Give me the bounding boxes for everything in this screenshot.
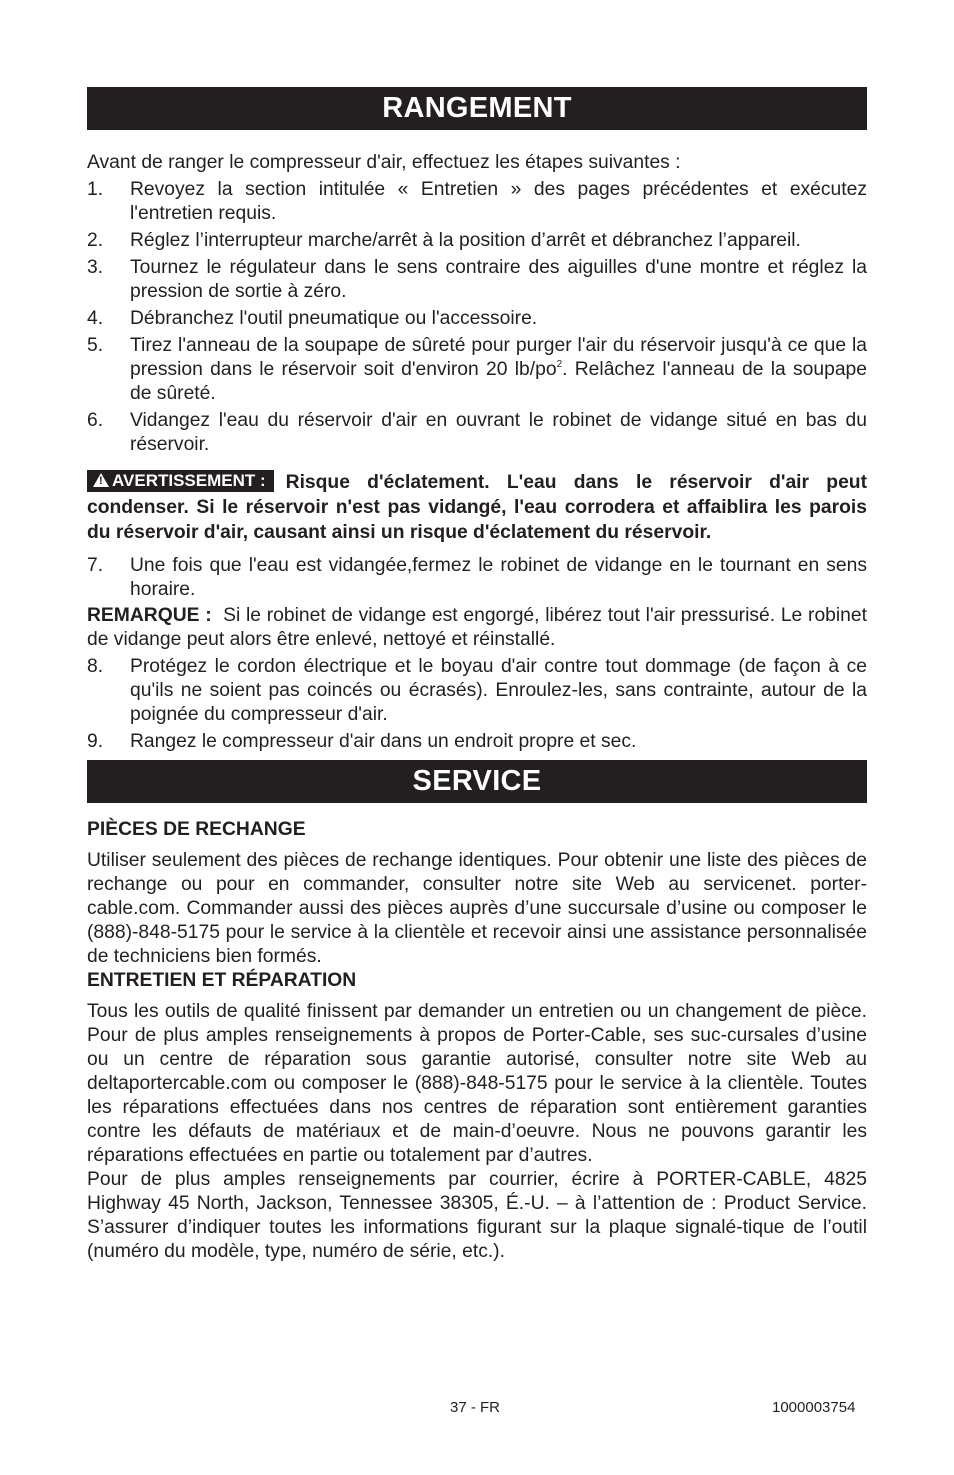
list-item — [87, 307, 867, 331]
step-text: Revoyez la section intitulée « Entretien » des pages précédentes et exécutez l'entretien requis. — [130, 179, 867, 224]
note-paragraph — [87, 604, 867, 652]
warning-label: AVERTISSEMENT : — [112, 471, 266, 490]
page-number: 37 - FR — [450, 1399, 501, 1416]
step-number: 5. — [87, 335, 104, 356]
step-text: Rangez le compresseur d'air dans un endroit propre et sec. — [130, 731, 637, 752]
parts-text: Utiliser seulement des pièces de rechange identiques. Pour obtenir une liste des pièces de rechange ou pour en commander, consulter notre site Web au servicenet. porter-cable.com. Commander aussi des pièces auprès d’une succursale d’usine ou composer le (888)-848-5175 pour le service à la clientèle et recevoir ainsi une assistance personnalisée de techniciens bien formés. — [87, 850, 867, 967]
page-content — [87, 87, 867, 1264]
rangement-steps-list-2 — [87, 554, 867, 602]
step-number: 1. — [87, 179, 104, 200]
warning-triangle-icon — [93, 473, 109, 487]
step-text: Tournez le régulateur dans le sens contraire des aiguilles d'une montre et réglez la pression de sortie à zéro. — [130, 257, 867, 302]
step-number: 4. — [87, 308, 104, 329]
step-text: Débranchez l'outil pneumatique ou l'accessoire. — [130, 308, 538, 329]
list-item — [87, 229, 867, 253]
list-item — [87, 334, 867, 406]
note-text: Si le robinet de vidange est engorgé, libérez tout l'air pressurisé. Le robinet de vidange peut alors être enlevé, nettoyé et réinstallé. — [87, 605, 867, 650]
step-number: 8. — [87, 656, 104, 677]
repair-text-1: Tous les outils de qualité finissent par demander un entretien ou un changement de pièce. Pour de plus amples renseignements à propos de Porter-Cable, ses suc-cursales d’usine ou un centre de réparation sous garantie autorisé, consulter notre site Web au deltaportercable.com ou composer le (888)-848-5175 pour le service à la clientèle. Toutes les réparations effectuées dans nos centres de réparation sont entièrement garanties contre les défauts de matériaux et de main-d’oeuvre. Nous ne pouvons garantir les réparations effectuées en partie ou totalement par d’autres. — [87, 1001, 867, 1166]
repair-text-2: Pour de plus amples renseignements par courrier, écrire à PORTER-CABLE, 4825 Highway 45 North, Jackson, Tennessee 38305, É.-U. – à l’attention de : Product Service. S’assurer d’indiquer toutes les informations figurant sur la plaque signalé-tique de l’outil (numéro du modèle, type, numéro de série, etc.). — [87, 1169, 867, 1262]
list-item — [87, 409, 867, 457]
step-number: 3. — [87, 257, 104, 278]
rangement-banner: RANGEMENT — [87, 87, 867, 130]
list-item — [87, 730, 867, 754]
step-number: 6. — [87, 410, 104, 431]
step-number: 9. — [87, 731, 104, 752]
warning-text: Risque d'éclatement. L'eau dans le réservoir d'air peut condenser. Si le réservoir n'est pas vidangé, l'eau corrodera et affaiblira les parois du réservoir d'air, causant ainsi un risque d'éclatement du réservoir. — [87, 472, 867, 543]
parts-heading: PIÈCES DE RECHANGE — [87, 819, 306, 840]
service-banner: SERVICE — [87, 760, 867, 803]
list-item — [87, 554, 867, 602]
note-label: REMARQUE : — [87, 605, 212, 626]
list-item — [87, 256, 867, 304]
warning-block — [87, 470, 867, 545]
step-text-cont: . Relâchez l'anneau de la soupape de sûreté. — [130, 359, 867, 404]
step-text: Tirez l'anneau de la soupape de sûreté pour purger l'air du réservoir jusqu'à ce que la pression dans le réservoir soit d'environ 20 lb/po — [130, 335, 867, 380]
document-code: 1000003754 — [772, 1399, 856, 1416]
step-number: 7. — [87, 555, 104, 576]
repair-heading: ENTRETIEN ET RÉPARATION — [87, 970, 357, 991]
list-item — [87, 655, 867, 727]
list-item — [87, 178, 867, 226]
rangement-steps-list — [87, 178, 867, 457]
step-text: Réglez l’interrupteur marche/arrêt à la position d’arrêt et débranchez l’appareil. — [130, 230, 801, 251]
step-text: Vidangez l'eau du réservoir d'air en ouvrant le robinet de vidange situé en bas du réservoir. — [130, 410, 867, 455]
rangement-intro: Avant de ranger le compresseur d'air, effectuez les étapes suivantes : — [87, 152, 681, 173]
warning-badge — [87, 470, 274, 492]
superscript: 2 — [556, 359, 563, 370]
rangement-steps-list-3 — [87, 655, 867, 754]
step-number: 2. — [87, 230, 104, 251]
step-text: Protégez le cordon électrique et le boyau d'air contre tout dommage (de façon à ce qu'ils ne soient pas coincés ou écrasés). Enroulez-les, sans contrainte, autour de la poignée du compresseur d'air. — [130, 656, 867, 725]
step-text: Une fois que l'eau est vidangée,fermez le robinet de vidange en le tournant en sens horaire. — [130, 555, 867, 600]
